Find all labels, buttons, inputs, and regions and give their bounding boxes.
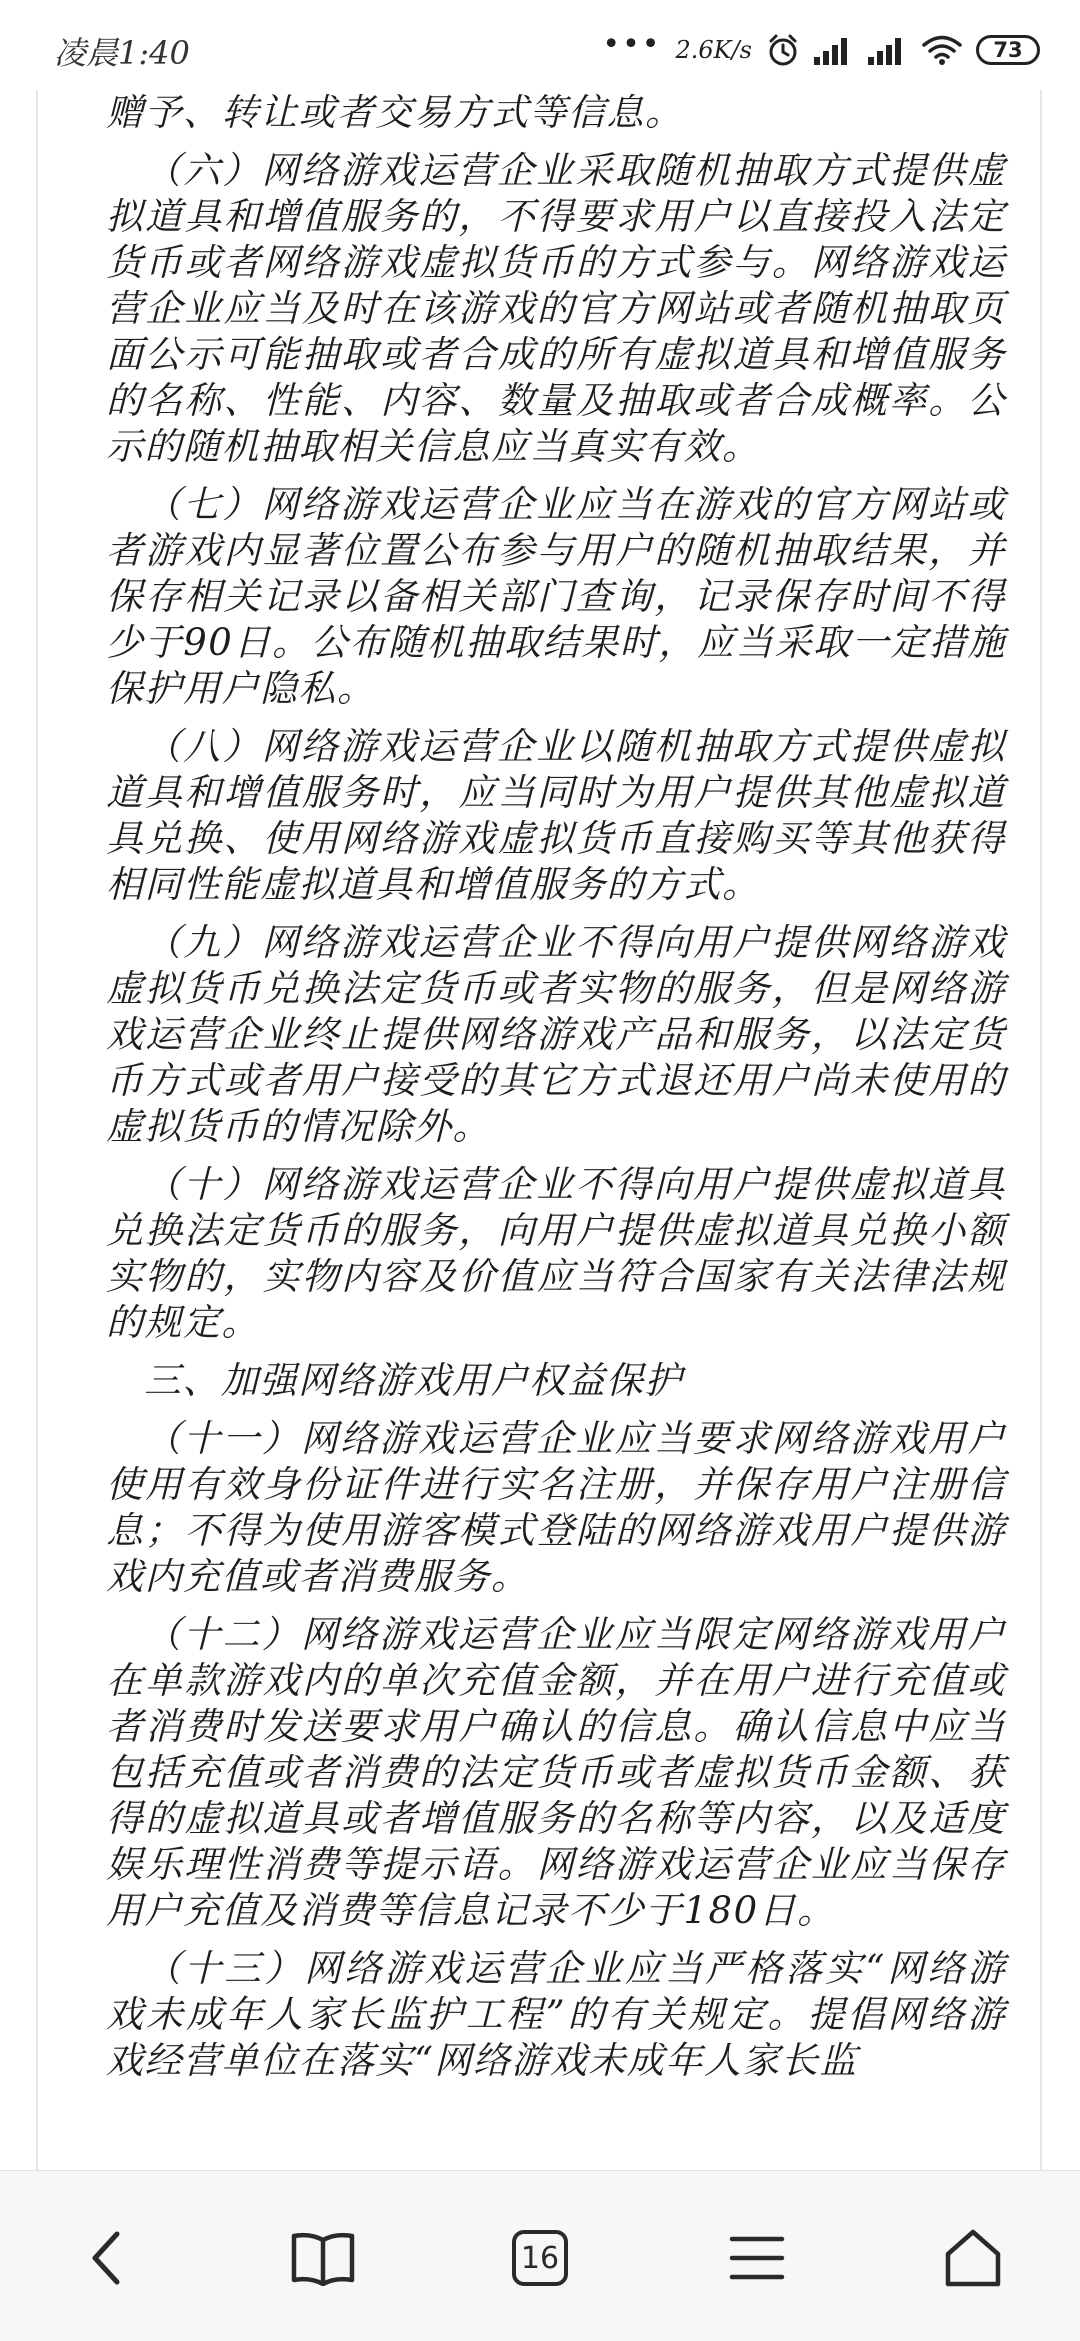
paragraph: （六）网络游戏运营企业采取随机抽取方式提供虚拟道具和增值服务的，不得要求用户以直接投入法定货币或者网络游戏虚拟货币的方式参与。网络游戏运营企业应当及时在该游戏的官方网站或者随机抽取页面公示可能抽取或者合成的所有虚拟道具和增值服务的名称、性能、内容、数量及抽取或者合成概率。公示的随机抽取相关信息应当真实有效。 [106, 149, 1006, 468]
paragraph: （十二）网络游戏运营企业应当限定网络游戏用户在单款游戏内的单次充值金额，并在用户进行充值或者消费时发送要求用户确认的信息。确认信息中应当包括充值或者消费的法定货币或者虚拟货币金额、获得的虚拟道具或者增值服务的名称等内容，以及适度娱乐理性消费等提示语。网络游戏运营企业应当保存用户充值及消费等信息记录不少于180日。 [106, 1613, 1006, 1932]
signal-dots: ••• [602, 27, 662, 62]
home-icon [942, 2228, 1004, 2288]
menu-button[interactable] [712, 2213, 802, 2303]
menu-icon [728, 2233, 786, 2283]
status-time: 凌晨1:40 [54, 34, 190, 72]
bookmarks-button[interactable] [278, 2213, 368, 2303]
signal-icon [814, 35, 854, 65]
tabs-button[interactable] [495, 2213, 585, 2303]
status-icons [602, 26, 1040, 74]
paragraph: （十）网络游戏运营企业不得向用户提供虚拟道具兑换法定货币的服务，向用户提供虚拟道具兑换小额实物的，实物内容及价值应当符合国家有关法律法规的规定。 [106, 1163, 1006, 1344]
alarm-icon [766, 33, 800, 67]
paragraph: （九）网络游戏运营企业不得向用户提供网络游戏虚拟货币兑换法定货币或者实物的服务，但是网络游戏运营企业终止提供网络游戏产品和服务，以法定货币方式或者用户接受的其它方式退还用户尚未使用的虚拟货币的情况除外。 [106, 921, 1006, 1148]
document-page[interactable] [36, 90, 1042, 2170]
tabs-icon: 16 [512, 2230, 568, 2286]
book-icon [290, 2230, 356, 2286]
section-heading: 三、加强网络游戏用户权益保护 [144, 1359, 683, 1402]
back-icon [87, 2228, 127, 2288]
paragraph: （十三）网络游戏运营企业应当严格落实“网络游戏未成年人家长监护工程”的有关规定。提倡网络游戏经营单位在落实“网络游戏未成年人家长监 [106, 1947, 1006, 2082]
paragraph: （八）网络游戏运营企业以随机抽取方式提供虚拟道具和增值服务时，应当同时为用户提供其他虚拟道具兑换、使用网络游戏虚拟货币直接购买等其他获得相同性能虚拟道具和增值服务的方式。 [106, 725, 1006, 906]
net-speed: 2.6K/s [675, 36, 752, 64]
status-bar [0, 0, 1080, 100]
battery-indicator: 73 [976, 35, 1040, 65]
paragraph: 赠予、转让或者交易方式等信息。 [106, 91, 684, 134]
wifi-icon [922, 34, 962, 66]
bottom-nav [0, 2170, 1080, 2341]
back-button[interactable] [62, 2213, 152, 2303]
paragraph: （七）网络游戏运营企业应当在游戏的官方网站或者游戏内显著位置公布参与用户的随机抽取结果，并保存相关记录以备相关部门查询，记录保存时间不得少于90日。公布随机抽取结果时，应当采取一定措施保护用户隐私。 [106, 483, 1006, 710]
home-button[interactable] [928, 2213, 1018, 2303]
paragraph: （十一）网络游戏运营企业应当要求网络游戏用户使用有效身份证件进行实名注册，并保存用户注册信息；不得为使用游客模式登陆的网络游戏用户提供游戏内充值或者消费服务。 [106, 1417, 1006, 1598]
document-body [106, 90, 1006, 2096]
signal-icon [868, 35, 908, 65]
